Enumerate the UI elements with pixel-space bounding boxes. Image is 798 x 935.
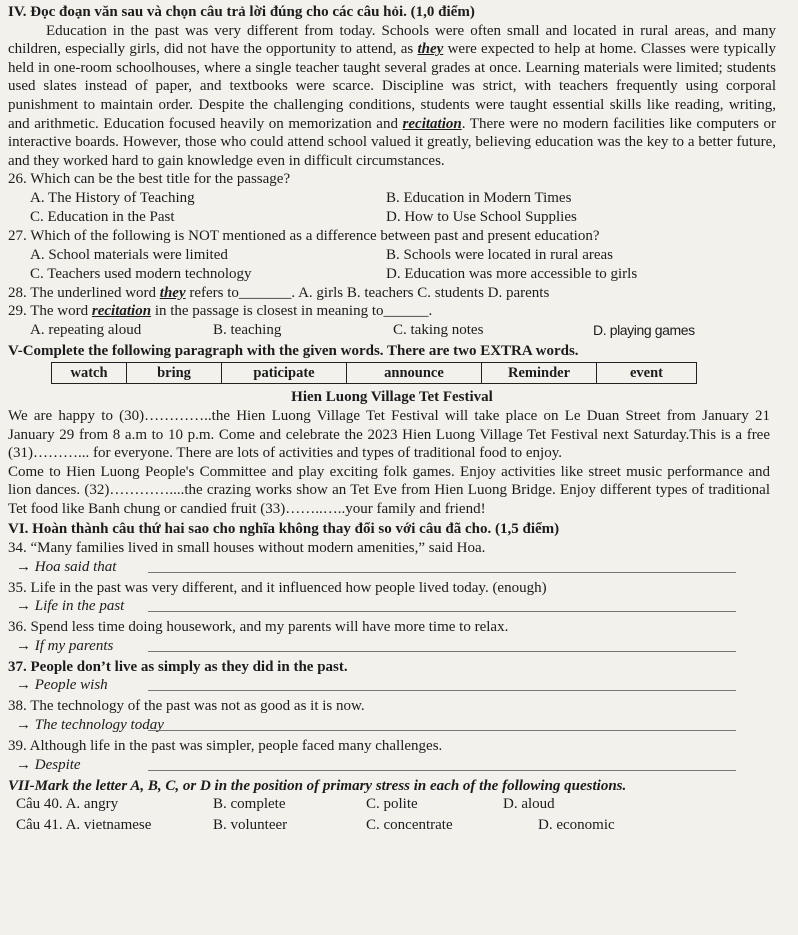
question-27: 27. Which of the following is NOT mentioned as a difference between past and present education? xyxy=(8,227,600,244)
option-26c[interactable]: C. Education in the Past xyxy=(30,208,175,225)
option-26a[interactable]: A. The History of Teaching xyxy=(30,189,195,206)
option-29b[interactable]: B. teaching xyxy=(213,321,282,338)
underlined-recitation: recitation xyxy=(402,115,462,132)
underlined-they: they xyxy=(417,41,444,58)
question-28: 28. The underlined word they refers to_______. A. girls B. teachers C. students D. parents xyxy=(8,284,550,301)
answer-line[interactable] xyxy=(148,690,736,691)
word-box-item[interactable]: announce xyxy=(347,363,482,384)
festival-paragraph-1: We are happy to (30)…………..the Hien Luong Village Tet Festival will take place on Le Duan Street from January 21 January 29 from 8 a.m to 10 p.m. Come and celebrate the 2023 Hien Luong Village Tet Festival next Saturday.This is a free (31)………... for everyone. There are lots of activities and types of traditional food to enjoy. xyxy=(8,407,770,462)
festival-paragraph-2: Come to Hien Luong People's Committee and play exciting folk games. Enjoy activities like street music performance and lion dances. (32)…………....the crazing works show an Tet Eve from Hien Luong Bridge. Enjoy different types of traditional Tet food like Banh chung or candied fruit (33)……..…..your family and friend! xyxy=(8,463,770,517)
section-6-heading: VI. Hoàn thành câu thứ hai sao cho nghĩa không thay đổi so với câu đã cho. (1,5 điểm) xyxy=(8,521,560,538)
option-27c[interactable]: C. Teachers used modern technology xyxy=(30,265,252,282)
rewrite-item-34: 34. “Many families lived in small houses without modern amenities,” said Hoa. → Hoa said that xyxy=(8,539,776,579)
answer-blank-29[interactable]: ______ xyxy=(383,303,429,320)
answer-line[interactable] xyxy=(148,611,736,612)
answer-blank-28[interactable]: _______ xyxy=(238,284,292,301)
reading-passage: Education in the past was very different from today. Schools were often small and located in rural areas, and many children, especially girls, did not have the opportunity to attend, as they were expected to help at home. Classes were typically held in one-room schoolhouses, where a single teacher taught several grades at once. Learning materials were limited; students used slates instead of paper, and textbooks were scarce. Discipline was strict, with teachers frequently using corporal punishment to maintain order. Despite the challenging conditions, students were taught essential skills like reading, writing, and arithmetic. Education focused heavily on memorization and recitation. There were no modern facilities like computers or interactive boards. However, those who could attend school valued it greatly, believing education was the key to a better future, and they worked hard to gain knowledge even in difficult circumstances. xyxy=(8,22,777,169)
option-41b[interactable]: B. volunteer xyxy=(213,817,288,834)
option-27a[interactable]: A. School materials were limited xyxy=(30,246,228,263)
answer-line[interactable] xyxy=(148,572,736,573)
answer-line[interactable] xyxy=(148,730,736,731)
option-29a[interactable]: A. repeating aloud xyxy=(30,321,142,338)
option-40d[interactable]: D. aloud xyxy=(503,796,555,813)
word-box-item[interactable]: watch xyxy=(52,363,127,384)
answer-line[interactable] xyxy=(148,651,736,652)
section-5-heading: V-Complete the following paragraph with the given words. There are two EXTRA words. xyxy=(8,342,579,359)
rewrite-item-36: 36. Spend less time doing housework, and my parents will have more time to relax. → If my parents xyxy=(8,618,776,658)
option-29d[interactable]: D. playing games xyxy=(593,321,695,338)
option-41d[interactable]: D. economic xyxy=(538,817,615,834)
option-29c[interactable]: C. taking notes xyxy=(393,321,484,338)
option-40b[interactable]: B. complete xyxy=(213,796,286,813)
option-27d[interactable]: D. Education was more accessible to girls xyxy=(386,265,638,282)
rewrite-item-38: 38. The technology of the past was not as good as it is now. → The technology today xyxy=(8,697,776,737)
rewrite-item-37: 37. People don’t live as simply as they did in the past. → People wish xyxy=(8,658,776,698)
option-27b[interactable]: B. Schools were located in rural areas xyxy=(386,246,613,263)
option-41c[interactable]: C. concentrate xyxy=(366,817,453,834)
word-box-item[interactable]: event xyxy=(597,363,697,384)
word-box-item[interactable]: paticipate xyxy=(222,363,347,384)
word-box-item[interactable]: bring xyxy=(127,363,222,384)
section-7-heading: VII-Mark the letter A, B, C, or D in the position of primary stress in each of the following questions. xyxy=(8,777,627,794)
question-27-options xyxy=(8,246,776,265)
question-26: 26. Which can be the best title for the passage? xyxy=(8,171,291,188)
option-40c[interactable]: C. polite xyxy=(366,796,418,813)
question-40: Câu 40. A. angry B. complete C. polite D. aloud xyxy=(16,796,555,813)
festival-title: Hien Luong Village Tet Festival xyxy=(291,389,493,406)
word-box xyxy=(51,362,697,384)
question-41: Câu 41. A. vietnamese B. volunteer C. concentrate D. economic xyxy=(16,817,615,834)
word-box-item[interactable]: Reminder xyxy=(482,363,597,384)
question-29: 29. The word recitation in the passage is closest in meaning to______. xyxy=(8,303,433,320)
rewrite-item-39: 39. Although life in the past was simpler, people faced many challenges. → Despite xyxy=(8,737,776,777)
rewrite-item-35: 35. Life in the past was very different, and it influenced how people lived today. (enough) → Life in the past xyxy=(8,579,776,619)
answer-line[interactable] xyxy=(148,770,736,771)
option-26d[interactable]: D. How to Use School Supplies xyxy=(386,208,577,225)
question-29-options xyxy=(8,321,776,340)
question-26-options xyxy=(8,189,776,208)
section-4-heading: IV. Đọc đoạn văn sau và chọn câu trả lời đúng cho các câu hỏi. (1,0 điểm) xyxy=(8,4,475,20)
option-26b[interactable]: B. Education in Modern Times xyxy=(386,189,572,206)
